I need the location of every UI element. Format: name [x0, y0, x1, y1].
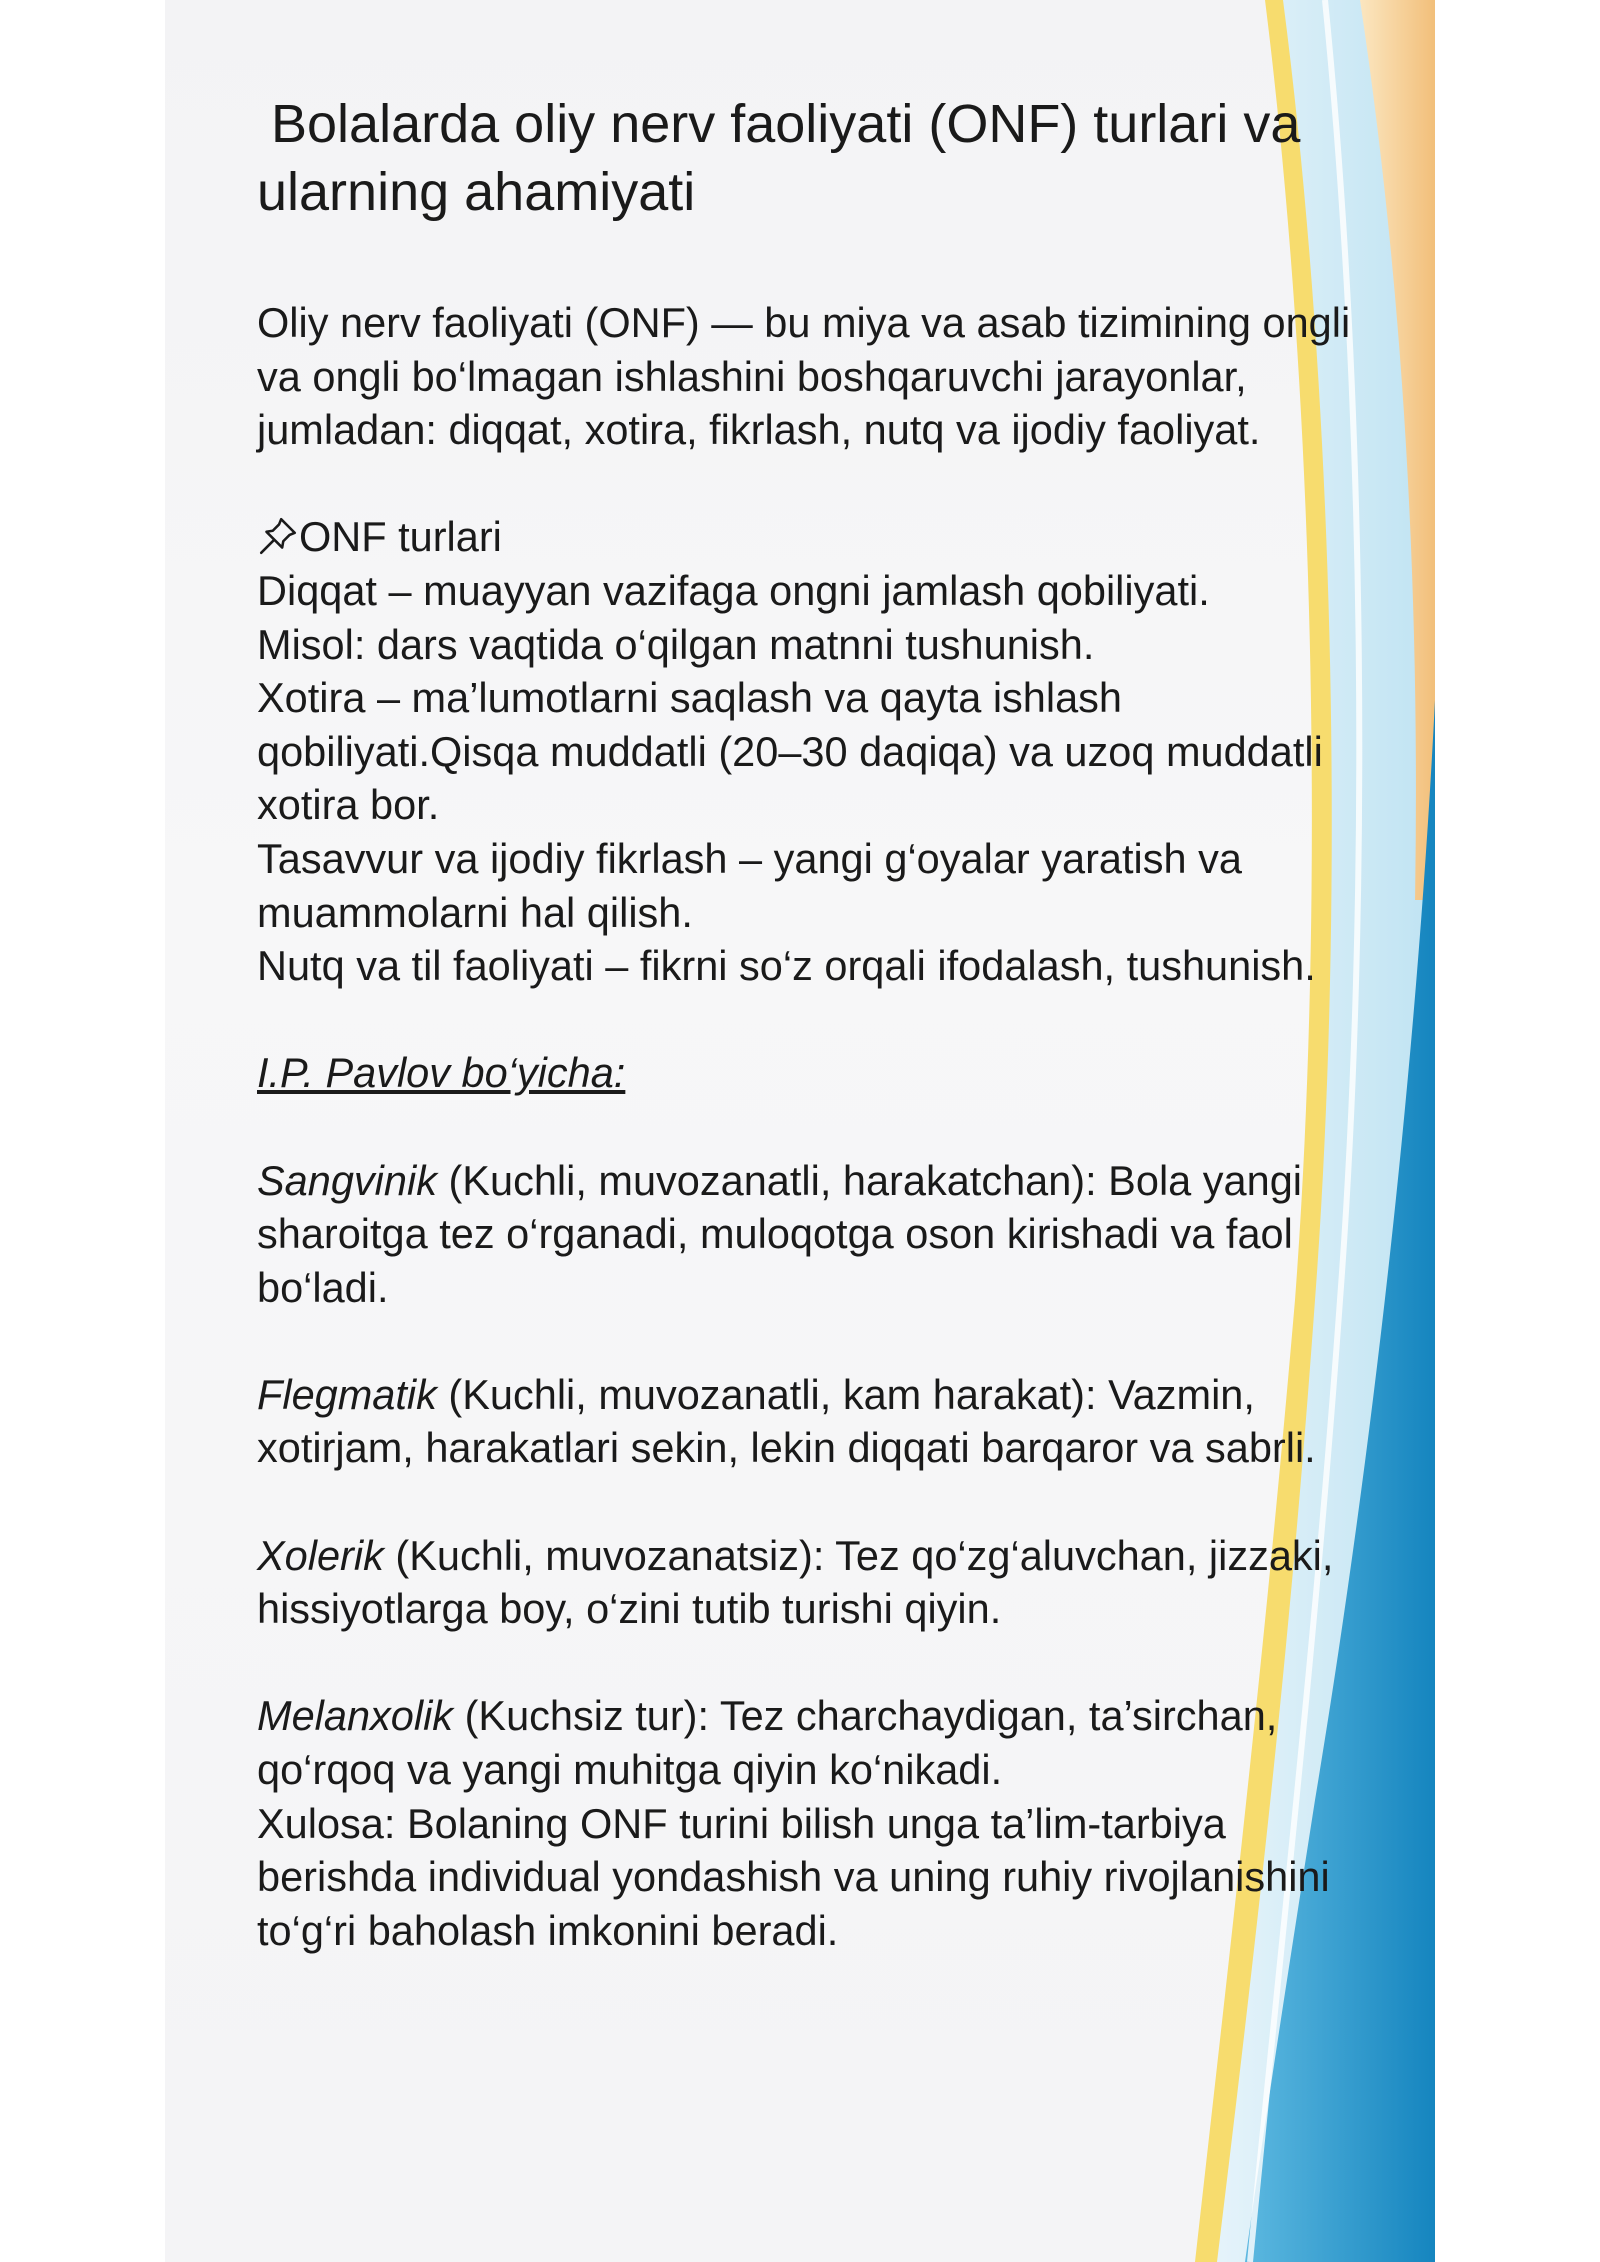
- temperament-name: Melanxolik: [257, 1692, 454, 1740]
- temperament-name: Xolerik: [257, 1531, 384, 1579]
- temperament-xolerik: [257, 1529, 1367, 1636]
- temperament-description: (Kuchli, muvozanatli, kam harakat): Vazmin, xotirjam, harakatlari sekin, lekin diqqati barqaror va sabrli.: [257, 1370, 1316, 1472]
- type-item-memory: Xotira – ma’lumotlarni saqlash va qayta ishlash qobiliyati.Qisqa muddatli (20–30 daqiqa) va uzoq muddatli xotira bor.: [257, 674, 1323, 829]
- pavlov-heading: [257, 1046, 1367, 1100]
- types-heading-text: ONF turlari: [299, 513, 502, 561]
- temperament-flegmatik: [257, 1368, 1367, 1475]
- document-body: [257, 296, 1367, 1957]
- pushpin-icon: [257, 515, 299, 557]
- temperament-sangvinik: [257, 1154, 1367, 1315]
- type-item-speech: Nutq va til faoliyati – fikrni so‘z orqali ifodalash, tushunish.: [257, 942, 1316, 990]
- page-title: [257, 90, 1367, 226]
- temperament-name: Sangvinik: [257, 1156, 437, 1204]
- type-item-attention: Diqqat – muayyan vazifaga ongni jamlash qobiliyati.: [257, 566, 1210, 614]
- type-item-imagination: Tasavvur va ijodiy fikrlash – yangi g‘oyalar yaratish va muammolarni hal qilish.: [257, 834, 1242, 936]
- temperament-description: (Kuchli, muvozanatsiz): Tez qo‘zg‘aluvchan, jizzaki, hissiyotlarga boy, o‘zini tutib turishi qiyin.: [257, 1531, 1334, 1633]
- document-page: [165, 0, 1435, 2262]
- conclusion-paragraph: Xulosa: Bolaning ONF turini bilish unga ta’lim-tarbiya berishda individual yondashish va uning ruhiy rivojlanishini to‘g‘ri baholash imkonini beradi.: [257, 1799, 1330, 1954]
- temperament-melanxolik: [257, 1689, 1367, 1796]
- page-title-text: Bolalarda oliy nerv faoliyati (ONF) turlari va ularning ahamiyati: [257, 94, 1301, 222]
- temperament-description: (Kuchsiz tur): Tez charchaydigan, ta’sirchan, qo‘rqoq va yangi muhitga qiyin ko‘nikadi.: [257, 1692, 1278, 1794]
- temperament-description: (Kuchli, muvozanatli, harakatchan): Bola yangi sharoitga tez o‘rganadi, muloqotga oson kirishadi va faol bo‘ladi.: [257, 1156, 1302, 1311]
- pavlov-heading-text: I.P. Pavlov bo‘yicha:: [257, 1049, 626, 1097]
- temperament-name: Flegmatik: [257, 1370, 437, 1418]
- types-heading: [257, 510, 1367, 564]
- type-item-example: Misol: dars vaqtida o‘qilgan matnni tushunish.: [257, 620, 1095, 668]
- intro-paragraph: Oliy nerv faoliyati (ONF) — bu miya va asab tizimining ongli va ongli bo‘lmagan ishlashini boshqaruvchi jarayonlar, jumladan: diqqat, xotira, fikrlash, nutq va ijodiy faoliyat.: [257, 299, 1351, 454]
- document-content: [257, 90, 1367, 1957]
